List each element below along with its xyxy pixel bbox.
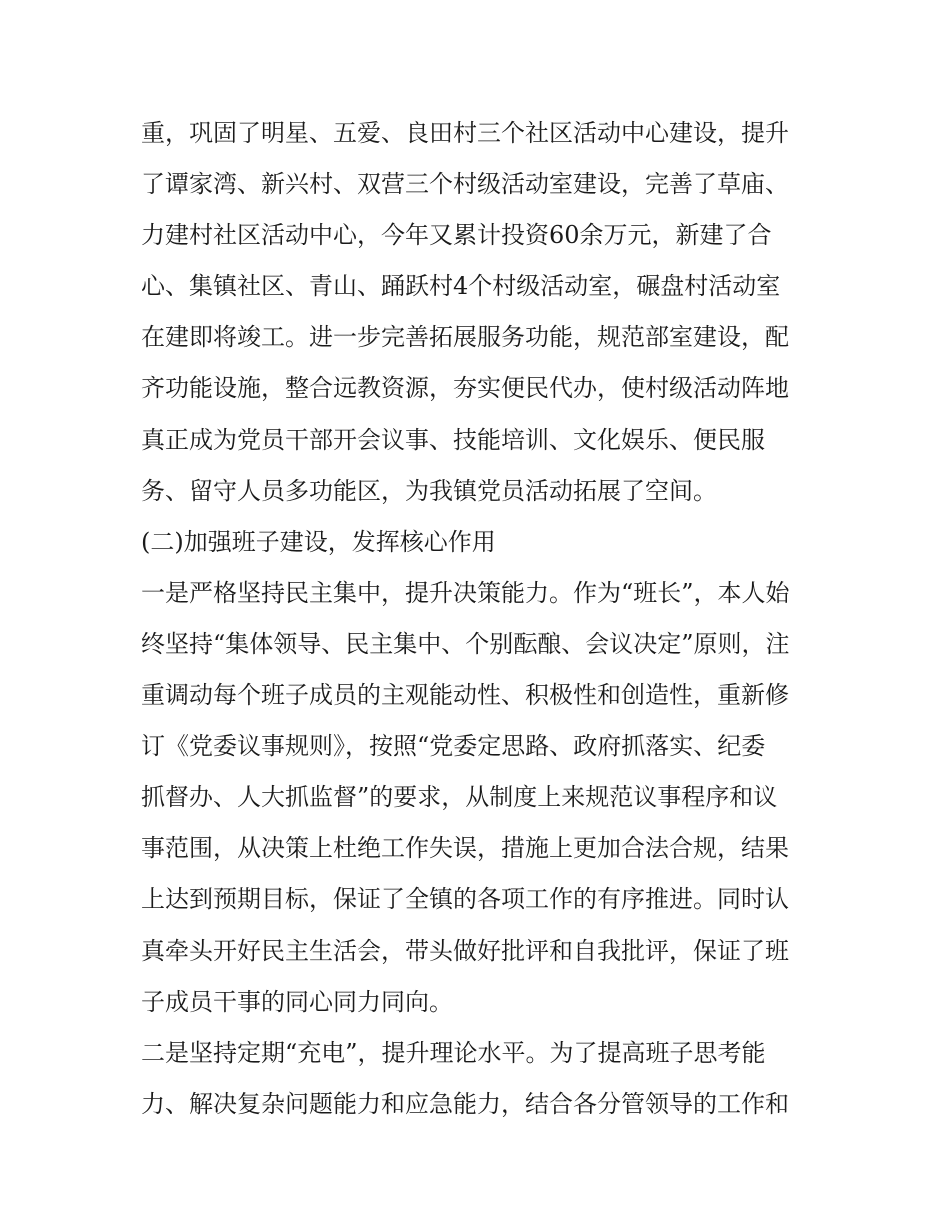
text-line: 事范围，从决策上杜绝工作失误，措施上更加合法合规，结果: [141, 834, 789, 863]
text-line: 心、集镇社区、青山、踊跃村4个村级活动室，碾盘村活动室: [141, 272, 781, 301]
text-line: 在建即将竣工。进一步完善拓展服务功能，规范部室建设，配: [141, 323, 789, 352]
text-line: 终坚持“集体领导、民主集中、个别酝酿、会议决定”原则，注: [141, 629, 790, 658]
text-line: 力建村社区活动中心，今年又累计投资60余万元，新建了合: [141, 221, 772, 250]
text-line: 重，巩固了明星、五爱、良田村三个社区活动中心建设，提升: [141, 119, 789, 147]
text-line: 齐功能设施，整合远教资源，夯实便民代办，使村级活动阵地: [141, 374, 789, 403]
text-line: 务、留守人员多功能区，为我镇党员活动拓展了空间。: [141, 476, 717, 505]
text-line: 抓督办、人大抓监督”的要求，从制度上来规范议事程序和议: [141, 783, 778, 812]
text-line: 二是坚持定期“充电”，提升理论水平。为了提高班子思考能: [141, 1038, 766, 1067]
text-line: 真正成为党员干部开会议事、技能培训、文化娱乐、便民服: [141, 425, 765, 454]
text-line: 子成员干事的同心同力同向。: [141, 987, 453, 1016]
text-line: 一是严格坚持民主集中，提升决策能力。作为“班长”，本人始: [141, 578, 790, 607]
section-heading: (二)加强班子建设，发挥核心作用: [141, 527, 496, 556]
text-line: 订《党委议事规则》，按照“党委定思路、政府抓落实、纪委: [141, 732, 766, 761]
text-line: 了谭家湾、新兴村、双营三个村级活动室建设，完善了草庙、: [141, 170, 789, 199]
text-line: 力、解决复杂问题能力和应急能力，结合各分管领导的工作和: [141, 1089, 789, 1118]
text-line: 上达到预期目标，保证了全镇的各项工作的有序推进。同时认: [141, 885, 789, 914]
text-line: 真牵头开好民主生活会，带头做好批评和自我批评，保证了班: [141, 936, 789, 965]
body-text: [141, 108, 821, 1130]
text-line: 重调动每个班子成员的主观能动性、积极性和创造性，重新修: [141, 681, 789, 710]
